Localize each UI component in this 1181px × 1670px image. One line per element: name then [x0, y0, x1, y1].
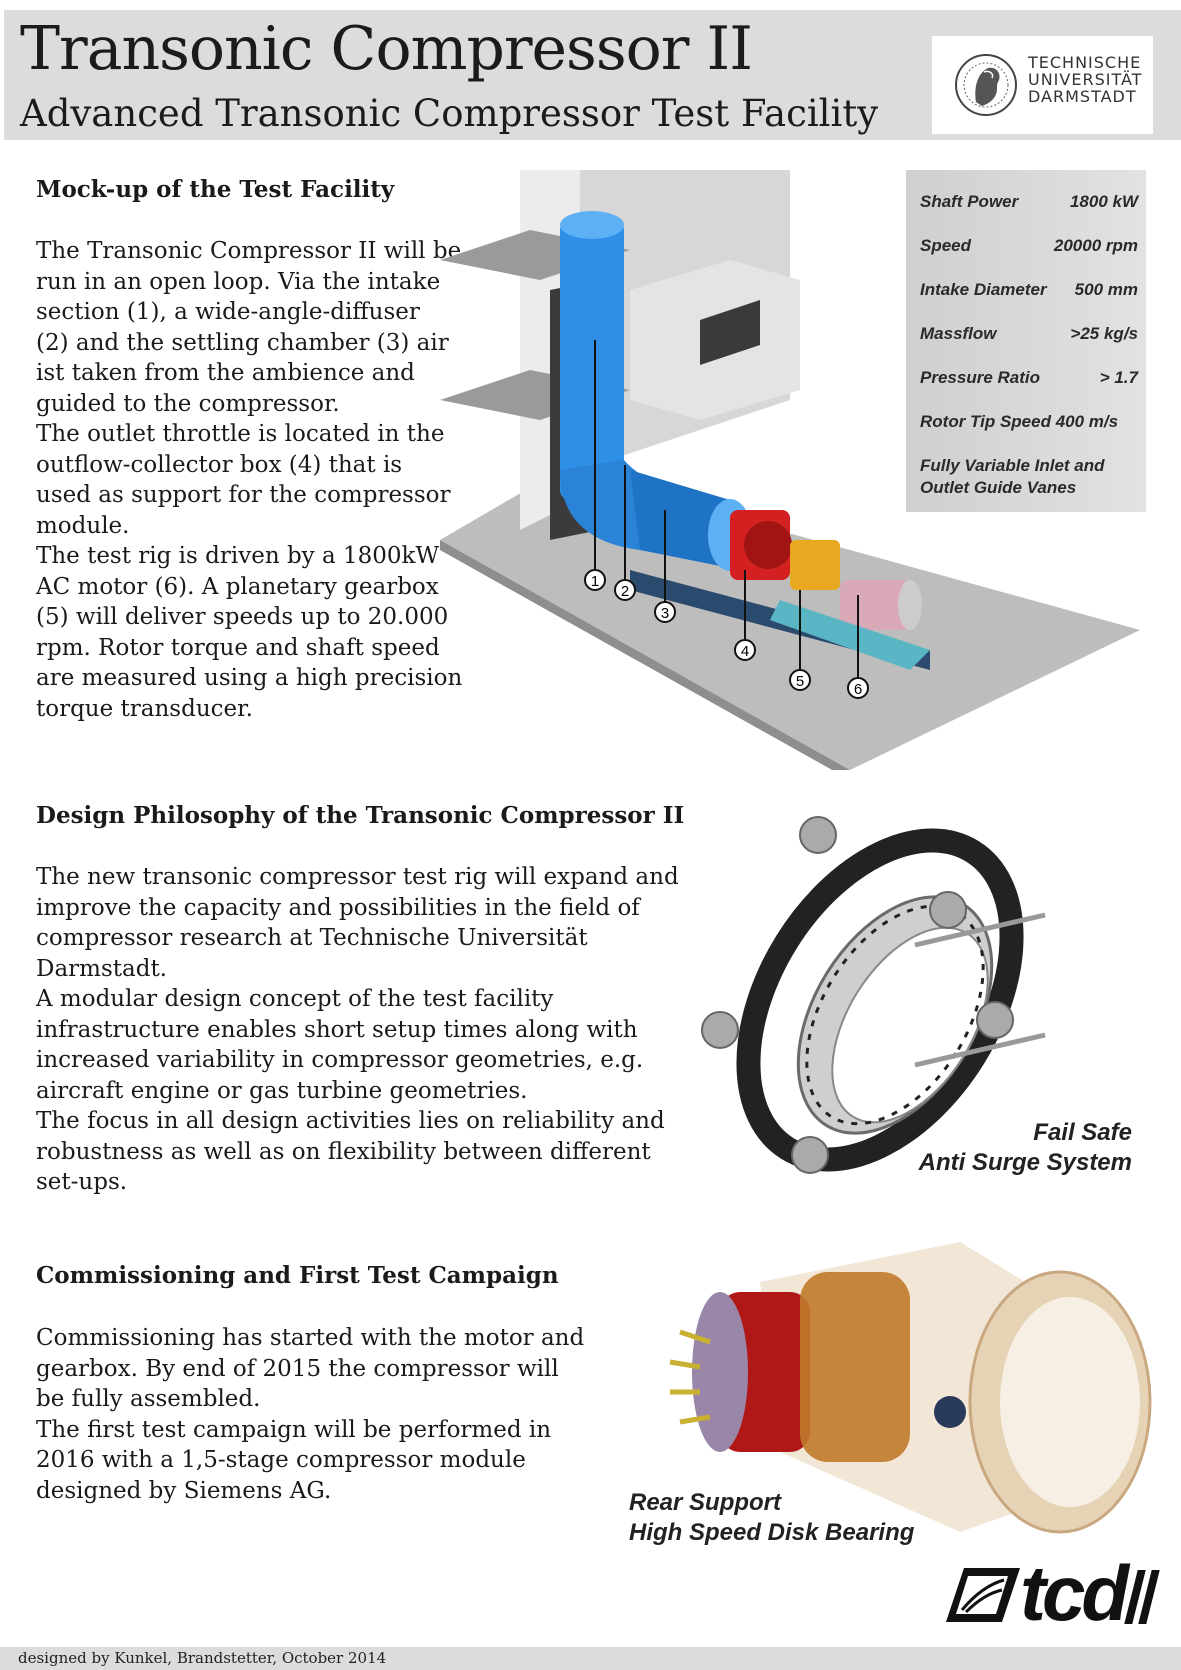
marker-2 — [615, 580, 635, 600]
caption-rear-support — [629, 1488, 914, 1548]
intake-pipe — [560, 220, 624, 500]
caption-line: Fail Safe — [1033, 1119, 1132, 1146]
body-line: aircraft engine or gas turbine geometries. — [36, 1077, 528, 1104]
marker-5 — [790, 670, 810, 690]
svg-text:3: 3 — [660, 605, 670, 622]
commissioning-heading: Commissioning and First Test Campaign — [36, 1262, 559, 1289]
body-line: outflow-collector box (4) that is — [36, 451, 403, 478]
university-line-3: DARMSTADT — [1028, 87, 1137, 106]
body-line: are measured using a high precision — [36, 665, 463, 691]
marker-3 — [655, 602, 675, 622]
page-title: Transonic Compressor II — [20, 14, 752, 84]
body-line: ist taken from the ambience and — [36, 360, 415, 386]
header-banner — [4, 10, 1181, 140]
body-line: run in an open loop. Via the intake — [36, 268, 441, 295]
caption-line: Rear Support — [629, 1489, 782, 1516]
body-line: module. — [36, 512, 130, 539]
svg-text:4: 4 — [740, 643, 750, 660]
marker-1 — [585, 570, 605, 590]
university-logo — [932, 36, 1153, 134]
marker-4 — [735, 640, 755, 660]
body-line: be fully assembled. — [36, 1386, 261, 1412]
caption-line: Anti Surge System — [918, 1149, 1132, 1176]
body-line: Commissioning has started with the motor and — [36, 1325, 585, 1351]
body-line: Darmstadt. — [36, 955, 167, 982]
page-subtitle: Advanced Transonic Compressor Test Facility — [20, 92, 879, 135]
body-line: designed by Siemens AG. — [36, 1477, 332, 1504]
body-line: AC motor (6). A planetary gearbox — [36, 573, 439, 600]
body-line: The outlet throttle is located in the — [36, 421, 445, 447]
body-line: used as support for the compressor — [36, 482, 451, 508]
body-line: The new transonic compressor test rig will expand and — [36, 864, 679, 890]
tcd-logo-text: tcd — [1020, 1548, 1153, 1638]
tcd-emblem-icon — [946, 1566, 1020, 1624]
tcd-logo — [946, 1549, 1164, 1637]
body-line: infrastructure enables short setup times along with — [36, 1016, 638, 1043]
svg-text:6: 6 — [853, 681, 863, 698]
caption-line: High Speed Disk Bearing — [629, 1519, 915, 1546]
body-line: improve the capacity and possibilities in the field of — [36, 894, 640, 921]
commissioning-body — [36, 1323, 584, 1506]
body-line: robustness as well as on flexibility between different — [36, 1138, 651, 1165]
caption-anti-surge — [906, 1118, 1132, 1178]
university-line-1: TECHNISCHE — [1028, 53, 1142, 72]
body-line: section (1), a wide-angle-diffuser — [36, 299, 420, 325]
body-line: The first test campaign will be performed in — [36, 1416, 552, 1443]
mockup-body — [36, 236, 462, 724]
body-line: compressor research at Technische Universität — [36, 925, 588, 951]
body-line: torque transducer. — [36, 695, 253, 722]
body-line: gearbox. By end of 2015 the compressor will — [36, 1355, 559, 1382]
body-line: rpm. Rotor torque and shaft speed — [36, 634, 440, 661]
footer-bar — [0, 1647, 1181, 1670]
body-line: guided to the compressor. — [36, 390, 340, 417]
planetary-gearbox — [790, 540, 840, 590]
body-line: increased variability in compressor geometries, e.g. — [36, 1047, 644, 1073]
marker-6 — [848, 678, 868, 698]
body-line: The test rig is driven by a 1800kW — [36, 543, 440, 569]
body-line: A modular design concept of the test facility — [36, 986, 554, 1012]
university-name — [1028, 54, 1142, 105]
body-line: The Transonic Compressor II will be — [36, 238, 462, 264]
design-body — [36, 862, 679, 1198]
svg-text:1: 1 — [590, 573, 600, 590]
design-heading: Design Philosophy of the Transonic Compressor II — [36, 802, 685, 829]
svg-text:2: 2 — [620, 583, 630, 600]
university-line-2: UNIVERSITÄT — [1028, 70, 1143, 89]
footer-credit: designed by Kunkel, Brandstetter, October 2014 — [18, 1649, 387, 1667]
svg-text:5: 5 — [795, 673, 805, 690]
body-line: (2) and the settling chamber (3) air — [36, 329, 449, 356]
body-line: set-ups. — [36, 1169, 128, 1195]
athena-seal-icon — [954, 50, 1018, 120]
body-line: 2016 with a 1,5-stage compressor module — [36, 1447, 526, 1473]
mockup-heading: Mock-up of the Test Facility — [36, 176, 395, 203]
specifications-panel: Shaft Power 1800 kW Speed 20000 rpm Intake Diameter 500 mm Massflow >25 kg/s Pressure Ratio > 1.7 Rotor Tip Speed 400 m/s Fully Variable Inlet and Outlet Guide Vanes — [906, 170, 1146, 512]
body-line: (5) will deliver speeds up to 20.000 — [36, 604, 449, 630]
body-line: The focus in all design activities lies on reliability and — [36, 1108, 665, 1134]
